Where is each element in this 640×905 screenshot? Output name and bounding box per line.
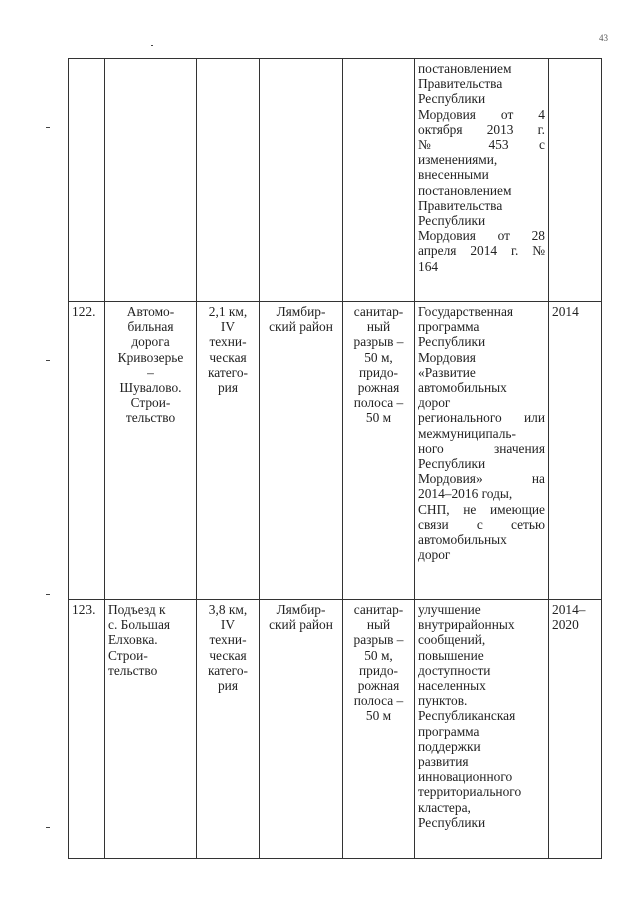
cell-line: пунктов. — [418, 693, 468, 709]
cell-line: улучшение — [418, 602, 481, 617]
cell-line: катего- — [207, 662, 248, 678]
basis-cell — [415, 59, 549, 302]
cell-line: рия — [217, 380, 239, 396]
table-row — [69, 59, 602, 302]
cell-line: ный — [366, 319, 391, 335]
cell-line: Шувалово. — [119, 380, 182, 396]
cell-line: внутрирайонных — [418, 617, 515, 633]
table-row — [69, 302, 602, 600]
row-number-cell: 123. — [69, 600, 105, 859]
cell-line: дорог — [418, 395, 451, 411]
page-number: 43 — [599, 33, 608, 43]
cell-line: внесенными — [418, 167, 489, 183]
zone-cell — [343, 600, 415, 859]
cell-line: программа — [418, 723, 480, 739]
cell-line: тельство — [108, 662, 158, 678]
cell-line: Республиканская — [418, 708, 516, 724]
cell-line: санитар- — [353, 602, 404, 617]
cell-line: территориального — [418, 784, 522, 800]
cell-line: придо- — [359, 364, 398, 380]
cell-line: октября 2013 г. — [418, 121, 545, 137]
cell-line: Республики — [418, 814, 486, 830]
cell-line: бильная — [127, 319, 174, 335]
cell-line: Строи- — [130, 395, 171, 411]
cell-line: ский район — [269, 319, 333, 335]
row-number-cell: 122. — [69, 302, 105, 600]
object-params-cell — [197, 302, 260, 600]
cell-line: тельство — [125, 410, 176, 426]
cell-line: с. Большая — [108, 617, 171, 633]
cell-line: Государственная — [418, 304, 514, 319]
cell-line: Подъезд к — [108, 602, 166, 617]
cell-line: Мордовия» на — [418, 471, 545, 487]
cell-line: 50 м — [365, 410, 392, 426]
cell-line: 50 м, — [364, 647, 393, 663]
cell-line: Республики — [418, 213, 486, 229]
cell-line: рия — [217, 678, 239, 694]
cell-line: Кривозерье — [117, 349, 184, 365]
cell-line: рожная — [357, 380, 400, 396]
object-location-cell — [260, 302, 343, 600]
cell-line: 50 м, — [364, 349, 393, 365]
object-location-cell — [260, 600, 343, 859]
cell-line: Республики — [418, 334, 486, 350]
cell-line: Лямбир- — [276, 602, 326, 617]
zone-cell — [343, 59, 415, 302]
scan-mark — [46, 594, 50, 595]
cell-line: сообщений, — [418, 632, 486, 648]
cell-line: доступности — [418, 662, 491, 678]
scan-mark — [46, 360, 50, 361]
basis-cell — [415, 302, 549, 600]
cell-line: № 453 с — [418, 137, 545, 153]
cell-line: IV — [220, 617, 236, 633]
cell-line: ный — [366, 617, 391, 633]
cell-line: – — [147, 364, 154, 380]
cell-line: Мордовия — [418, 349, 476, 365]
cell-line: повышение — [418, 647, 484, 663]
cell-line: «Развитие — [418, 364, 476, 380]
cell-line: ного значения — [418, 440, 545, 456]
cell-line: полоса – — [353, 693, 404, 709]
object-name-cell — [105, 59, 197, 302]
scan-mark — [46, 127, 50, 128]
cell-line: Мордовия от 4 — [418, 106, 545, 122]
table-row — [69, 600, 602, 859]
period-cell — [549, 59, 602, 302]
cell-line: Мордовия от 28 — [418, 228, 545, 244]
cell-line: инновационного — [418, 769, 513, 785]
object-location-cell — [260, 59, 343, 302]
cell-line: 2014– — [552, 602, 586, 617]
cell-line: дорог — [418, 547, 451, 563]
cell-line: 50 м — [365, 708, 392, 724]
cell-line: регионального или — [418, 410, 545, 426]
object-name-cell — [105, 302, 197, 600]
object-params-cell — [197, 600, 260, 859]
cell-line: Елховка. — [108, 632, 158, 648]
period-cell: 2014 — [549, 302, 602, 600]
objects-table — [68, 58, 602, 859]
cell-line: Республики — [418, 91, 486, 107]
cell-line: техни- — [209, 632, 247, 648]
object-params-cell — [197, 59, 260, 302]
cell-line: поддержки — [418, 738, 481, 754]
cell-line: ский район — [269, 617, 333, 633]
cell-line: постановлением — [418, 61, 512, 76]
cell-line: связи с сетью — [418, 516, 545, 532]
cell-line: 2014–2016 годы, — [418, 486, 513, 502]
cell-line: Правительства — [418, 197, 503, 213]
cell-line: 3,8 км, — [208, 602, 248, 617]
zone-cell — [343, 302, 415, 600]
cell-line: развития — [418, 754, 469, 770]
cell-line: рожная — [357, 678, 400, 694]
cell-line: Республики — [418, 456, 486, 472]
cell-line: ческая — [209, 647, 247, 663]
cell-line: разрыв – — [353, 334, 404, 350]
cell-line: катего- — [207, 364, 248, 380]
cell-line: придо- — [359, 662, 398, 678]
cell-line: техни- — [209, 334, 247, 350]
scan-mark — [46, 827, 50, 828]
cell-line: постановлением — [418, 182, 512, 198]
cell-line: населенных — [418, 678, 486, 694]
cell-line: СНП, не имеющие — [418, 501, 545, 517]
cell-line: дорога — [131, 334, 170, 350]
cell-line: Автомо- — [126, 304, 175, 319]
period-cell — [549, 600, 602, 859]
cell-line: Лямбир- — [276, 304, 326, 319]
cell-line: изменениями, — [418, 152, 498, 168]
cell-line: 2020 — [552, 617, 579, 633]
cell-line: 164 — [418, 258, 439, 274]
cell-line: полоса – — [353, 395, 404, 411]
basis-cell — [415, 600, 549, 859]
scan-mark — [151, 45, 153, 46]
cell-line: автомобильных — [418, 532, 507, 548]
cell-line: программа — [418, 319, 480, 335]
cell-line: межмуниципаль- — [418, 425, 516, 441]
cell-line: кластера, — [418, 799, 471, 815]
cell-line: разрыв – — [353, 632, 404, 648]
cell-line: IV — [220, 319, 236, 335]
object-name-cell — [105, 600, 197, 859]
cell-line: Строи- — [108, 647, 148, 663]
cell-line: 2,1 км, — [208, 304, 248, 319]
cell-line: санитар- — [353, 304, 404, 319]
cell-line: автомобильных — [418, 380, 507, 396]
cell-line: ческая — [209, 349, 247, 365]
cell-line: Правительства — [418, 76, 503, 92]
cell-line: апреля 2014 г. № — [418, 243, 545, 259]
row-number-cell — [69, 59, 105, 302]
